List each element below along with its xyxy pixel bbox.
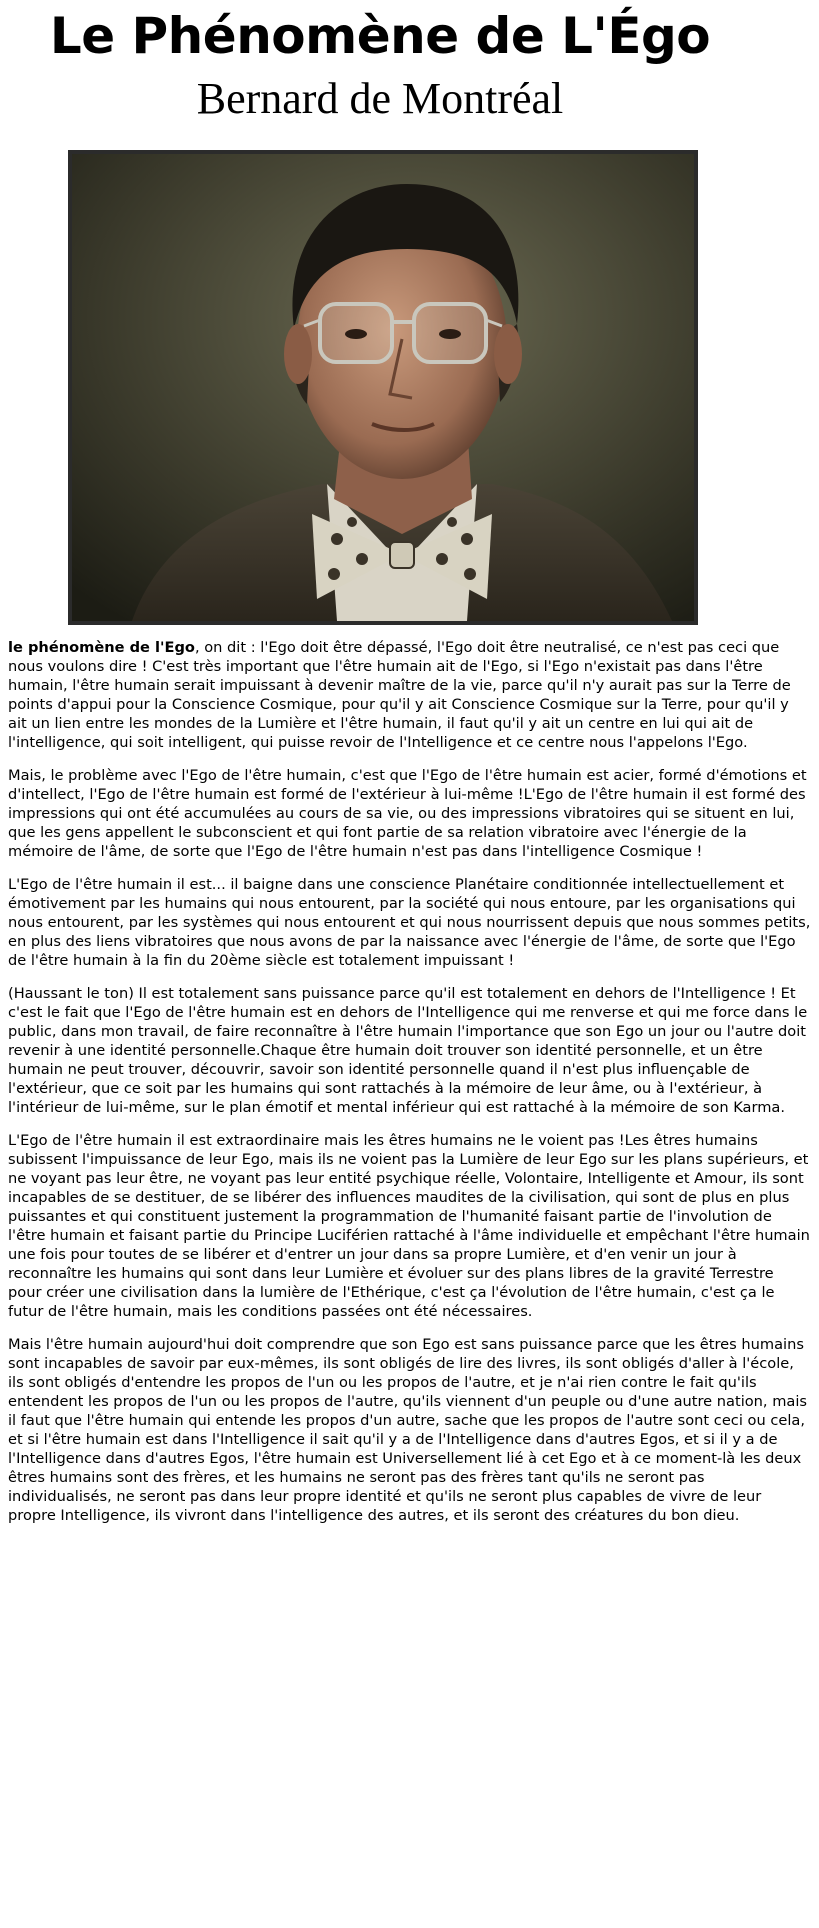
article-paragraph-4: (Haussant le ton) Il est totalement sans puissance parce qu'il est totalement en dehors de l'Intelligence ! Et c'est le fait que l'Ego de l'être humain est en dehors de l'Intelligence qui me renverse et qui me force dans le public, dans mon travail, de faire reconnaître à l'être humain l'importance que son Ego un jour ou l'autre doit revenir à une identité personnelle.Chaque être humain doit trouver son identité personnelle, et un être humain ne peut trouver, découvrir, savoir son identité personnelle quand il n'est plus influençable de l'extérieur, que ce soit par les humains qui sont rattachés à la mémoire de leur âme, ou à l'extérieur, à l'intérieur de lui-même, sur le plan émotif et mental inférieur qui est rattaché à la mémoire de son Karma.	[8, 985, 808, 1116]
article-paragraph-1	[8, 638, 811, 752]
author-name: Bernard de Montréal	[196, 74, 564, 123]
article-paragraph-2: Mais, le problème avec l'Ego de l'être humain, c'est que l'Ego de l'être humain est acier, formé d'émotions et d'intellect, l'Ego de l'être humain est formé de l'extérieur à lui-même !L'Ego de l'être humain il est formé des impressions qui ont été accumulées au cours de sa vie, ou des impressions vibratoires qui se situent en lui, que les gens appellent le subconscient et qui font partie de sa relation vibratoire avec l'énergie de la mémoire de l'âme, de sorte que l'Ego de l'être humain n'est pas dans l'intelligence Cosmique !	[8, 767, 807, 860]
article-paragraph-6: Mais l'être humain aujourd'hui doit comprendre que son Ego est sans puissance parce que les êtres humains sont incapables de savoir par eux-mêmes, ils sont obligés de lire des livres, ils sont obligés d'aller à l'école, ils sont obligés d'entendre les propos de l'un ou les propos de l'autre, et je n'ai rien contre le fait qu'ils entendent les propos de l'un ou les propos de l'autre, qu'ils viennent d'un peuple ou d'une autre nation, mais il faut que l'être humain qui entende les propos d'un autre, sache que les propos de l'autre sont ceci ou cela, et si l'être humain est dans l'Intelligence il sait qu'il y a de l'Intelligence dans d'autres Egos, et si il y a de l'Intelligence dans d'autres Egos, l'être humain est Universellement lié à cet Ego et à ce moment-là les deux êtres humains sont des frères, et les humains ne seront pas des frères tant qu'ils ne seront pas individualisés, ne seront pas dans leur propre identité et qu'ils ne seront plus capables de vivre de leur propre Intelligence, ils vivront dans l'intelligence des autres, et ils seront des créatures du bon dieu.	[8, 1336, 808, 1524]
article-body	[8, 638, 811, 1539]
portrait-photo-icon	[72, 154, 694, 621]
article-paragraph-3: L'Ego de l'être humain il est... il baigne dans une conscience Planétaire conditionnée intellectuellement et émotivement par les humains qui nous entourent, par la société qui nous entoure, par les organisations qui nous entourent, par les systèmes qui nous entourent et qui nous nourrissent depuis que nous sommes petits, en plus des liens vibratoires que nous avons de par la naissance avec l'énergie de l'âme, de sorte que l'Ego de l'être humain à la fin du 20ème siècle est totalement impuissant !	[8, 876, 811, 969]
article-lead: le phénomène de l'Ego	[8, 639, 195, 656]
article-paragraph-1-text: , on dit : l'Ego doit être dépassé, l'Ego doit être neutralisé, ce n'est pas ceci que nous voulons dire ! C'est très important que l'être humain ait de l'Ego, si l'Ego n'existait pas dans l'être humain, l'être humain serait impuissant à devenir maître de la vie, parce qu'il n'y aurait pas sur la Terre de points d'appui pour la Conscience Cosmique, pour qu'il y ait Conscience Cosmique sur la Terre, pour qu'il y ait un lien entre les mondes de la Lumière et l'être humain, il faut qu'il y ait un centre en lui qui ait de l'intelligence, qui soit intelligent, qui puisse revoir de l'Intelligence et ce centre nous l'appelons l'Ego.	[8, 639, 791, 751]
article-paragraph-5: L'Ego de l'être humain il est extraordinaire mais les êtres humains ne le voient pas !Les êtres humains subissent l'impuissance de leur Ego, mais ils ne voient pas la Lumière de leur Ego sur les plans supérieurs, et ne voyant pas leur être, ne voyant pas leur entité psychique réelle, Volontaire, Intelligente et Amour, ils sont incapables de se destituer, de se libérer des influences maudites de la civilisation, qui sont de plus en plus puissantes et qui constituent justement la programmation de l'humanité faisant partie de l'involution de l'être humain et faisant partie du Principe Luciférien rattaché à l'âme individuelle et empêchant l'être humain une fois pour toutes de se libérer et d'entrer un jour dans sa propre Lumière, et d'en venir un jour à reconnaître les humains qui sont dans leur Lumière et évoluer sur des plans libres de la gravité Terrestre pour créer une civilisation dans la lumière de l'Ethérique, c'est ça l'évolution de l'être humain, c'est ça le futur de l'être humain, mais les conditions passées ont été nécessaires.	[8, 1132, 810, 1320]
page-title: Le Phénomène de L'Égo	[49, 7, 711, 65]
portrait-photo	[68, 150, 698, 625]
